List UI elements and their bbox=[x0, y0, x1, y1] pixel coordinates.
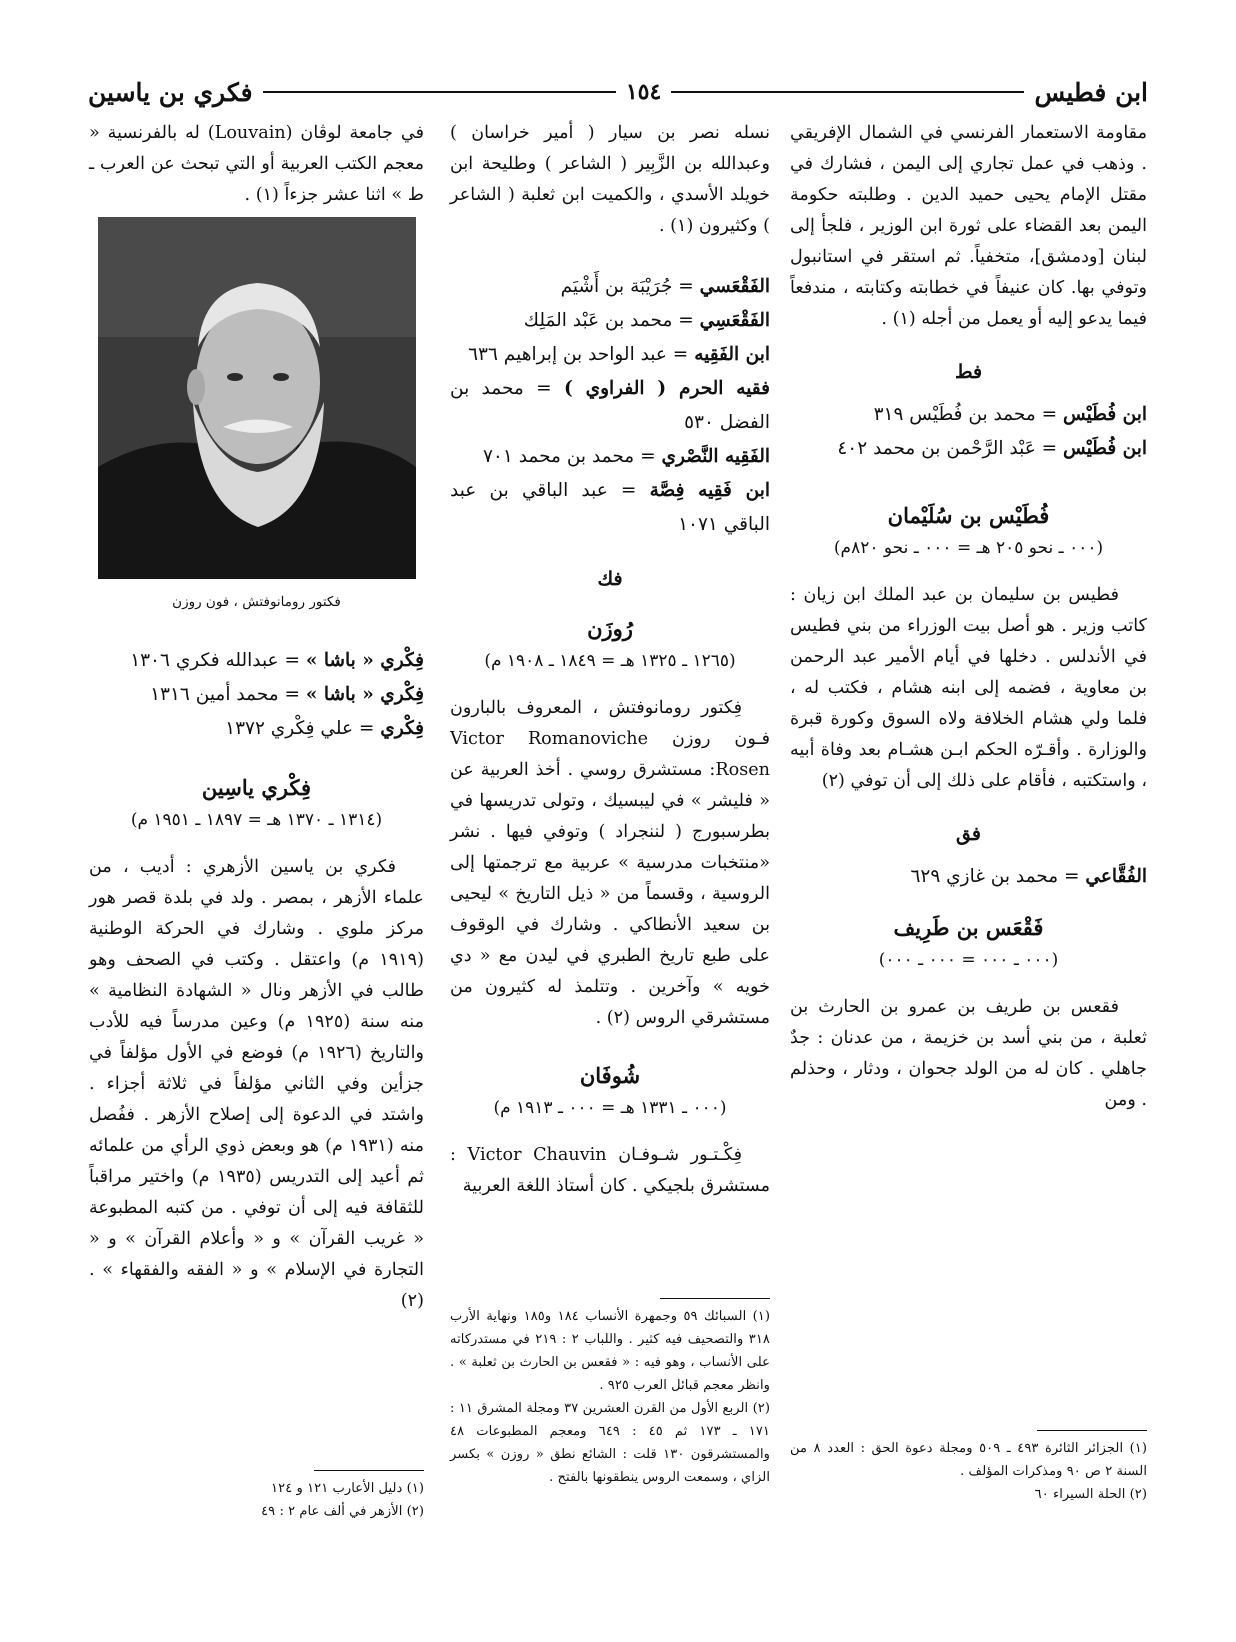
entry-name: فِكْري « باشا » bbox=[305, 684, 424, 705]
entry-name: الفَقْعَسي bbox=[699, 276, 770, 297]
footnote-rule bbox=[1037, 1430, 1147, 1431]
biography-dates: (٠٠٠ ـ ٠٠٠ = ٠٠٠ ـ ٠٠٠) bbox=[878, 950, 1059, 970]
entry-reference: = محمد بن فُطَيْس ٣١٩ bbox=[873, 404, 1063, 425]
left-column bbox=[89, 118, 424, 1323]
entry-name: الفَقِيه النَّصْري bbox=[661, 446, 770, 467]
biography-title: فُطَيْس بن سُلَيْمان bbox=[887, 503, 1050, 528]
entry-name: فِكْري bbox=[380, 718, 424, 739]
running-head-left: فكري بن ياسين bbox=[88, 77, 253, 107]
paragraph-part: ) له بالفرنسية « معجم الكتب العربية أو التي تبحث عن العرب ـ ط » اثنا عشر جزءاً (١) . bbox=[89, 123, 424, 205]
biography-title: رُوزَن bbox=[587, 616, 633, 641]
entry-reference: = عبد الواحد بن إبراهيم ٦٣٦ bbox=[468, 344, 695, 365]
cross-reference-entry bbox=[790, 860, 1147, 894]
entry-name: فقيه الحرم ( الفراوي ) bbox=[563, 378, 770, 399]
footnotes-left bbox=[89, 1470, 424, 1523]
latin-name: Louvain bbox=[214, 123, 286, 143]
photo-caption: فكتور رومانوفتش ، فون روزن bbox=[172, 594, 341, 610]
cross-reference-entry bbox=[89, 678, 424, 712]
latin-name: Victor Romanoviche Rosen bbox=[450, 729, 770, 780]
entry-name: ابن فَقِيه فِصَّة bbox=[649, 480, 771, 501]
header-rule bbox=[263, 91, 616, 93]
continued-paragraph bbox=[89, 118, 424, 211]
cross-reference-entry bbox=[790, 432, 1147, 466]
middle-column bbox=[450, 118, 770, 1208]
cross-reference-entry bbox=[89, 644, 424, 678]
cross-reference-entry bbox=[790, 398, 1147, 432]
biography-dates: (٠٠٠ ـ ١٣٣١ هـ = ٠٠٠ ـ ١٩١٣ م) bbox=[493, 1098, 727, 1118]
running-head-right: ابن فطيس bbox=[1034, 77, 1148, 107]
biography-title: فِكْري ياسِين bbox=[201, 775, 312, 800]
biography-text-part: : مستشرق بلجيكي . كان أستاذ اللغة العربية bbox=[450, 1145, 770, 1196]
page-header bbox=[88, 72, 1148, 112]
biography-dates: (١٢٦٥ ـ ١٣٢٥ هـ = ١٨٤٩ ـ ١٩٠٨ م) bbox=[484, 651, 736, 671]
footnote-rule bbox=[660, 1298, 770, 1299]
continued-paragraph: نسله نصر بن سيار ( أمير خراسان ) وعبدالله بن الزَّبِير ( الشاعر ) وطليحة ابن خويلد الأسدي ، والكميت ابن ثعلبة ( الشاعر ) وكثيرون (١) . bbox=[450, 123, 770, 236]
cross-reference-entry bbox=[450, 304, 770, 338]
footnote: (٢) الأزهر في ألف عام ٢ : ٤٩ bbox=[261, 1504, 424, 1519]
footnote: (٢) الحلة السيراء ٦٠ bbox=[1034, 1487, 1147, 1502]
entry-name: ابن فُطَيْس bbox=[1063, 438, 1147, 459]
entry-reference: = عبدالله فكري ١٣٠٦ bbox=[130, 650, 306, 671]
entry-reference: = محمد بن غازي ٦٢٩ bbox=[910, 866, 1086, 887]
section-heading-fak: فك bbox=[597, 568, 623, 590]
biography-text: فقعس بن طريف بن عمرو بن الحارث بن ثعلبة ، من بني أسد بن خزيمة ، من عدنان : جدٌ جاهلي . كان له من الولد جحوان ، ودثار ، وحذلم . ومن bbox=[790, 997, 1147, 1110]
biography-text bbox=[450, 693, 770, 1034]
cross-reference-entry bbox=[89, 712, 424, 746]
footnote: (٢) الربع الأول من القرن العشرين ٣٧ ومجلة المشرق ١١ : ١٧١ ـ ١٧٣ ثم ٤٥ : ٦٤٩ ومعجم المطبوعات ٤٨ والمستشرقون ١٣٠ قلت : الشائع نطق « روزن » بكسر الزاي ، وسمعت الروس ينطقونها بالفتح . bbox=[450, 1401, 770, 1485]
footnote-rule bbox=[314, 1470, 424, 1471]
biography-dates: (٠٠٠ ـ نحو ٢٠٥ هـ = ٠٠٠ ـ نحو ٨٢٠م) bbox=[833, 538, 1104, 558]
entry-reference: = جُرَيْبَة بن أَشْيَم bbox=[560, 276, 700, 297]
footnote: (١) الجزائر الثائرة ٤٩٣ ـ ٥٠٩ ومجلة دعوة الحق : العدد ٨ من السنة ٢ ص ٩٠ ومذكرات المؤلف . bbox=[790, 1441, 1148, 1479]
entry-reference: = عبد الباقي بن عبد الباقي ١٠٧١ bbox=[450, 480, 770, 535]
entry-reference: = محمد بن محمد ٧٠١ bbox=[483, 446, 662, 467]
section-heading-fat: فط bbox=[954, 361, 983, 383]
footnotes-middle bbox=[450, 1298, 770, 1489]
entry-name: الفَقْعَسِي bbox=[699, 310, 770, 331]
portrait-illustration bbox=[98, 217, 416, 579]
entry-reference: = محمد بن عَبْد المَلِك bbox=[523, 310, 700, 331]
page-number: ١٥٤ bbox=[625, 79, 662, 105]
entry-reference: = علي فِكْري ١٣٧٢ bbox=[225, 718, 381, 739]
cross-reference-entry bbox=[450, 440, 770, 474]
right-column bbox=[790, 118, 1147, 1122]
cross-reference-entry bbox=[450, 372, 770, 440]
continued-paragraph: مقاومة الاستعمار الفرنسي في الشمال الإفريقي . وذهب في عمل تجاري إلى اليمن ، فشارك في مقتل الإمام يحيى حميد الدين . وطلبته حكومة اليمن بعد القضاء على ثورة ابن الوزير ، فلجأ إلى لبنان [ودمشق]، متخفياً. ثم استقر في استانبول وتوفي بها. كان عنيفاً في خطابته وكتابته ، مندفعاً فيما يدعو إليه أو يعمل من أجله (١) . bbox=[790, 123, 1147, 329]
biography-text-part: فِكتور رومانوفتش ، المعروف بالبارون فـون روزن bbox=[450, 698, 771, 749]
footnotes-right bbox=[790, 1430, 1147, 1506]
footnote: (١) السبائك ٥٩ وجمهرة الأنساب ١٨٤ و١٨٥ ونهاية الأرب ٣١٨ والتصحيف فيه كثير . واللباب ٢ : ٢١٩ في مستدركاته على الأنساب ، وهو فيه : « فقعس بن الحارث بن ثعلبة » . وانظر معجم قبائل العرب ٩٢٥ . bbox=[450, 1309, 770, 1393]
footnote: (١) دليل الأعارب ١٢١ و ١٢٤ bbox=[271, 1481, 424, 1496]
portrait-photo bbox=[98, 217, 416, 579]
entry-reference: = محمد بن الفضل ٥٣٠ bbox=[450, 378, 770, 433]
cross-reference-entry bbox=[450, 338, 770, 372]
biography-text: فطيس بن سليمان بن عبد الملك ابن زيان : كاتب وزير . هو أصل بيت الوزراء من بني فطيس في الأندلس . دخلها في أيام الأمير عبد الرحمن بن معاوية ، فضمه إلى ابنه هشام ، فكتب له ، فلما ولي هشام الخلافة ولاه السوق وكورة قبرة والوزارة . وأقـرّه الحكم ابـن هشـام بعد وفاة أبيه ، واستكتبه ، فأقام على ذلك إلى أن توفي (٢) bbox=[790, 585, 1147, 791]
latin-name: Victor Chauvin bbox=[467, 1145, 607, 1165]
header-rule bbox=[671, 91, 1024, 93]
entry-reference: = عَبْد الرَّحْمن بن محمد ٤٠٢ bbox=[837, 438, 1063, 459]
biography-title: فَقْعَس بن طَرِيف bbox=[893, 915, 1044, 940]
biography-text-part: : مستشرق روسي . أخذ العربية عن « فليشر » في ليبسيك ، وتولى تدريسها في بطرسبورج ( لننجراد ) وتوفي فيها . نشر «منتخبات مدرسية » عربية مع ترجمتها إلى الروسية ، وقسماً من « ذيل التاريخ » ليحيى بن سعيد الأنطاكي . وشارك في الوقوف على طبع تاريخ الطبري في ليدن مع « دي خويه » وآخرين . وتتلمذ له كثيرون من مستشرقي الروس (٢) . bbox=[450, 760, 770, 1028]
entry-name: ابن فُطَيْس bbox=[1063, 404, 1147, 425]
cross-reference-entry bbox=[450, 270, 770, 304]
entry-name: ابن الفَقِيه bbox=[694, 344, 770, 365]
biography-title: شُوفَان bbox=[579, 1063, 641, 1088]
biography-text: فكري بن ياسين الأزهري : أديب ، من علماء الأزهر ، بمصر . ولد في بلدة قصر هور مركز ملوي . وشارك في الحركة الوطنية (١٩١٩ م) واعتقل . وكتب في الصحف وهو طالب في الأزهر ونال « الشهادة النظامية » منه سنة (١٩٢٥ م) وعين مدرساً فيه للأدب والتاريخ (١٩٢٦ م) فوضع في الأول مؤلفاً في جزأين وفي الثاني مؤلفاً في ثلاثة أجزاء . واشتد في الدعوة إلى إصلاح الأزهر . ففُصل منه (١٩٣١ م) هو وبعض ذوي الرأي من علمائه ثم أعيد إلى التدريس (١٩٣٥ م) واختير مراقباً للثقافة فيه إلى أن توفي . من كتبه المطبوعة « غريب القرآن » و « وأعلام القرآن » و « التجارة في الإسلام » و « الفقه والفقهاء » . (٢) bbox=[89, 857, 424, 1311]
cross-reference-entry bbox=[450, 474, 770, 542]
entry-reference: = محمد أمين ١٣١٦ bbox=[150, 684, 306, 705]
biography-text bbox=[450, 1140, 770, 1202]
entry-name: الفُقَّاعي bbox=[1085, 866, 1147, 887]
spacer bbox=[450, 248, 770, 270]
biography-dates: (١٣١٤ ـ ١٣٧٠ هـ = ١٨٩٧ ـ ١٩٥١ م) bbox=[130, 810, 383, 830]
entry-name: فِكْري « باشا » bbox=[305, 650, 424, 671]
section-heading-faq: فق bbox=[956, 823, 981, 845]
biography-text-part: فِكْـتـور شـوفـان bbox=[606, 1145, 742, 1165]
paragraph-part: في جامعة لوڤان ( bbox=[285, 123, 424, 143]
